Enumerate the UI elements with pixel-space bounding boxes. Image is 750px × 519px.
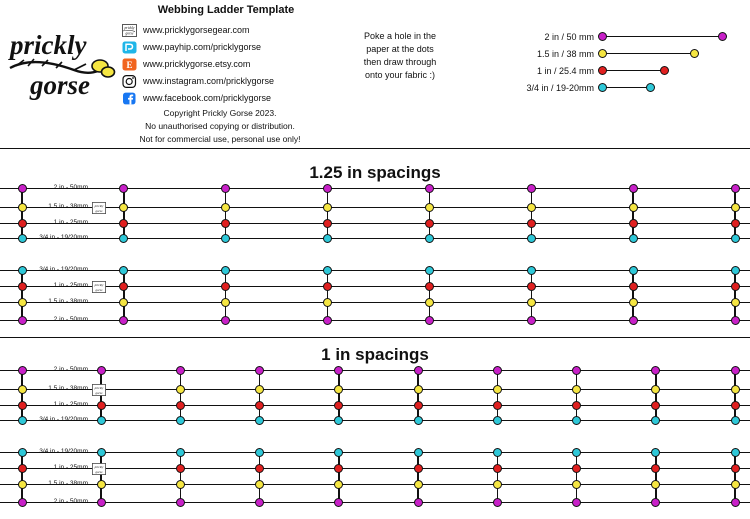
ladder-dot [629,203,638,212]
row-label: 1 in - 25mm [53,219,88,226]
ladder-dot [425,203,434,212]
ladder-dot [527,316,536,325]
link-label: www.pricklygorse.etsy.com [143,59,251,69]
row-label: 1.5 in - 38mm [48,298,88,305]
ladder-dot [334,480,343,489]
link-item-website[interactable] [122,22,322,38]
ladder-dot [221,234,230,243]
instruction-line-4: onto your fabric :) [364,70,436,80]
prickly-gorse-logo-icon [92,383,106,395]
ladder-dot [414,464,423,473]
guide-line [0,420,750,421]
link-item-etsy[interactable] [122,56,322,72]
ladder-column-line [417,370,419,420]
legend-measure-line [602,48,741,60]
ladder-dot [731,298,740,307]
ladder-dot [425,316,434,325]
ladder-dot [572,448,581,457]
ladder-dot [651,385,660,394]
ladder-dot [334,401,343,410]
ladder-column-line [734,452,736,502]
ladder-column-line [100,452,102,502]
ladder-dot [255,416,264,425]
row-label: 1 in - 25mm [53,282,88,289]
svg-text:prickly: prickly [10,30,87,60]
ladder-dot [119,282,128,291]
guide-line [0,452,750,453]
ladder-dot [97,416,106,425]
ladder-dot [255,498,264,507]
row-label: 2 in - 50mm [53,184,88,191]
ladder-dot [176,401,185,410]
ladder-dot [572,498,581,507]
ladder-dot [323,234,332,243]
header [0,0,750,148]
svg-text:prickly: prickly [94,283,104,287]
ladder-dot [527,203,536,212]
ladder-dot [255,401,264,410]
legend-dot [718,32,727,41]
ladder-dot [119,234,128,243]
ladder-dot [334,464,343,473]
ladder-dot [334,366,343,375]
page-title: Webbing Ladder Template [157,4,295,16]
ladder-dot [323,184,332,193]
ladder-dot [731,385,740,394]
link-list [122,22,322,107]
ladder-dot [731,234,740,243]
header-divider [0,148,750,149]
legend-dot [660,66,669,75]
prickly-gorse-logo-icon [92,280,106,292]
ladder-dot [119,219,128,228]
ladder-column-line [734,188,736,238]
ladder-dot [425,184,434,193]
ladder-column-line [21,452,23,502]
ladder-column-line [734,270,736,320]
link-label: www.facebook.com/pricklygorse [143,93,272,103]
ladder-dot [119,298,128,307]
ladder-dot [323,203,332,212]
legend-measure-line [602,82,741,94]
ladder-column-line [531,188,533,238]
ladder-dot [651,448,660,457]
ladder-dot [629,298,638,307]
ladder-column-line [21,270,23,320]
ladder-dot [572,480,581,489]
legend-dot [598,49,607,58]
guide-line [0,468,750,469]
ladder-dot [731,480,740,489]
row-label: 2 in - 50mm [53,366,88,373]
row-label: 1.5 in - 38mm [48,385,88,392]
ladder-dot [425,219,434,228]
svg-text:prickly: prickly [94,204,104,208]
copyright-line-1: Copyright Prickly Gorse 2023. [163,108,277,118]
ladder-dot [651,498,660,507]
row-label: 3/4 in - 19/20mm [39,234,88,241]
ladder-dot [334,385,343,394]
link-label: www.payhip.com/pricklygorse [143,42,262,52]
legend [486,28,741,96]
ladder-column-line [429,188,431,238]
ladder-grid-1 [0,180,750,330]
etsy-icon [122,58,137,71]
legend-row [486,62,741,79]
ladder-dot [176,416,185,425]
ladder-dot [731,401,740,410]
link-item-instagram[interactable] [122,73,322,89]
ladder-dot [493,385,502,394]
ladder-column-line [632,188,634,238]
ladder-dot [97,401,106,410]
ladder-column-line [655,370,657,420]
section-title-1: 1.25 in spacings [309,163,441,182]
ladder-dot [414,366,423,375]
legend-label: 1.5 in / 38 mm [536,48,594,59]
ladder-dot [731,203,740,212]
ladder-dot [629,219,638,228]
copyright-line-2: No unauthorised copying or distribution. [145,121,295,131]
ladder-dot [221,298,230,307]
ladder-dot [425,282,434,291]
ladder-grid-2 [0,362,750,512]
section-divider [0,337,750,338]
ladder-dot [493,448,502,457]
row-label: 2 in - 50mm [53,316,88,323]
ladder-dot [221,316,230,325]
ladder-dot [97,448,106,457]
ladder-column-line [497,452,499,502]
ladder-dot [651,401,660,410]
row-label: 1 in - 25mm [53,464,88,471]
legend-dot [646,83,655,92]
guide-line [0,405,750,406]
section-title-2: 1 in spacings [321,345,429,364]
instagram-icon [122,75,137,88]
ladder-dot [255,385,264,394]
ladder-column-line [338,452,340,502]
ladder-dot [221,203,230,212]
legend-row [486,45,741,62]
copyright-block [110,107,330,146]
ladder-column-line [417,452,419,502]
ladder-dot [731,316,740,325]
ladder-column-line [734,370,736,420]
ladder-dot [731,282,740,291]
ladder-dot [176,498,185,507]
svg-text:prickly: prickly [94,386,104,390]
guide-line [0,389,750,390]
ladder-column-line [123,188,125,238]
ladder-dot [425,234,434,243]
legend-row [486,79,741,96]
prickly-gorse-logo [8,22,120,102]
svg-text:prickly: prickly [124,25,135,30]
ladder-dot [731,266,740,275]
ladder-column-line [259,452,261,502]
svg-text:gorse: gorse [95,391,103,395]
svg-text:gorse: gorse [95,209,103,213]
legend-row [486,28,741,45]
ladder-column-line [576,452,578,502]
legend-dot [598,32,607,41]
ladder-column-line [180,452,182,502]
instruction-line-3: then draw through [363,57,437,67]
row-label: 3/4 in - 19/20mm [39,448,88,455]
ladder-dot [323,282,332,291]
ladder-column-line [327,188,329,238]
ladder-column-line [225,270,227,320]
ladder-dot [176,464,185,473]
ladder-dot [119,203,128,212]
row-label: 1.5 in - 38mm [48,480,88,487]
ladder-column-line [327,270,329,320]
ladder-dot [97,498,106,507]
instruction-block [340,30,460,82]
svg-text:E: E [126,59,133,70]
ladder-dot [176,448,185,457]
legend-dot [598,83,607,92]
ladder-dot [527,234,536,243]
ladder-dot [119,184,128,193]
ladder-dot [255,448,264,457]
ladder-dot [651,366,660,375]
ladder-dot [414,498,423,507]
ladder-dot [527,184,536,193]
ladder-dot [572,401,581,410]
ladder-dot [527,298,536,307]
ladder-dot [334,448,343,457]
ladder-column-line [225,188,227,238]
legend-label: 2 in / 50 mm [544,31,594,42]
legend-label: 3/4 in / 19-20mm [526,82,594,93]
ladder-dot [731,366,740,375]
prickly-gorse-logo-icon [92,201,106,213]
ladder-dot [493,498,502,507]
ladder-dot [414,401,423,410]
ladder-column-line [632,270,634,320]
ladder-dot [323,219,332,228]
ladder-dot [493,401,502,410]
ladder-dot [572,464,581,473]
ladder-dot [255,480,264,489]
ladder-dot [97,366,106,375]
ladder-dot [629,234,638,243]
ladder-dot [629,266,638,275]
legend-dot [598,66,607,75]
ladder-dot [572,366,581,375]
ladder-dot [493,366,502,375]
legend-label: 1 in / 25.4 mm [536,65,594,76]
ladder-column-line [259,370,261,420]
ladder-dot [119,266,128,275]
ladder-dot [629,316,638,325]
guide-line [0,370,750,371]
ladder-dot [334,498,343,507]
prickly-gorse-logo-icon [122,24,137,37]
ladder-dot [493,464,502,473]
payhip-icon [122,41,137,54]
svg-text:prickly: prickly [94,465,104,469]
ladder-dot [425,298,434,307]
link-label: www.pricklygorsegear.com [143,25,250,35]
row-label: 1.5 in - 38mm [48,203,88,210]
link-item-facebook[interactable] [122,90,322,106]
ladder-dot [425,266,434,275]
ladder-dot [629,282,638,291]
ladder-dot [334,416,343,425]
ladder-column-line [338,370,340,420]
ladder-dot [414,385,423,394]
link-item-payhip[interactable] [122,39,322,55]
ladder-dot [651,416,660,425]
ladder-column-line [429,270,431,320]
ladder-dot [255,366,264,375]
ladder-dot [629,184,638,193]
legend-dot [690,49,699,58]
ladder-dot [414,480,423,489]
svg-text:gorse: gorse [95,470,103,474]
guide-line [0,502,750,503]
ladder-dot [731,184,740,193]
ladder-column-line [576,370,578,420]
ladder-dot [731,464,740,473]
row-label: 3/4 in - 19/20mm [39,266,88,273]
instruction-line-1: Poke a hole in the [363,31,437,41]
ladder-column-line [497,370,499,420]
ladder-dot [176,385,185,394]
instruction-line-2: paper at the dots [366,44,434,54]
ladder-dot [221,266,230,275]
legend-measure-line [602,65,741,77]
ladder-dot [97,480,106,489]
ladder-dot [527,266,536,275]
ladder-dot [493,416,502,425]
ladder-dot [323,316,332,325]
ladder-dot [255,464,264,473]
ladder-dot [176,366,185,375]
ladder-dot [414,448,423,457]
row-label: 1 in - 25mm [53,401,88,408]
ladder-dot [527,219,536,228]
ladder-dot [323,266,332,275]
facebook-icon [122,92,137,105]
link-label: www.instagram.com/pricklygorse [143,76,275,86]
ladder-dot [731,498,740,507]
ladder-column-line [531,270,533,320]
guide-line [0,484,750,485]
ladder-column-line [123,270,125,320]
prickly-gorse-logo-icon [92,462,106,474]
ladder-column-line [21,370,23,420]
ladder-dot [414,416,423,425]
ladder-column-line [655,452,657,502]
ladder-dot [731,448,740,457]
ladder-dot [731,416,740,425]
svg-text:gorse: gorse [30,70,90,100]
row-label: 3/4 in - 19/20mm [39,416,88,423]
ladder-dot [176,480,185,489]
ladder-dot [527,282,536,291]
ladder-dot [572,416,581,425]
ladder-dot [119,316,128,325]
svg-text:gorse: gorse [125,31,134,35]
ladder-dot [572,385,581,394]
svg-text:gorse: gorse [95,288,103,292]
ladder-dot [221,219,230,228]
ladder-dot [493,480,502,489]
row-label: 2 in - 50mm [53,498,88,505]
ladder-dot [221,184,230,193]
ladder-dot [651,480,660,489]
copyright-line-3: Not for commercial use, personal use only! [139,134,301,144]
ladder-dot [651,464,660,473]
ladder-dot [731,219,740,228]
ladder-dot [323,298,332,307]
ladder-column-line [21,188,23,238]
ladder-column-line [180,370,182,420]
ladder-dot [221,282,230,291]
legend-measure-line [602,31,741,43]
